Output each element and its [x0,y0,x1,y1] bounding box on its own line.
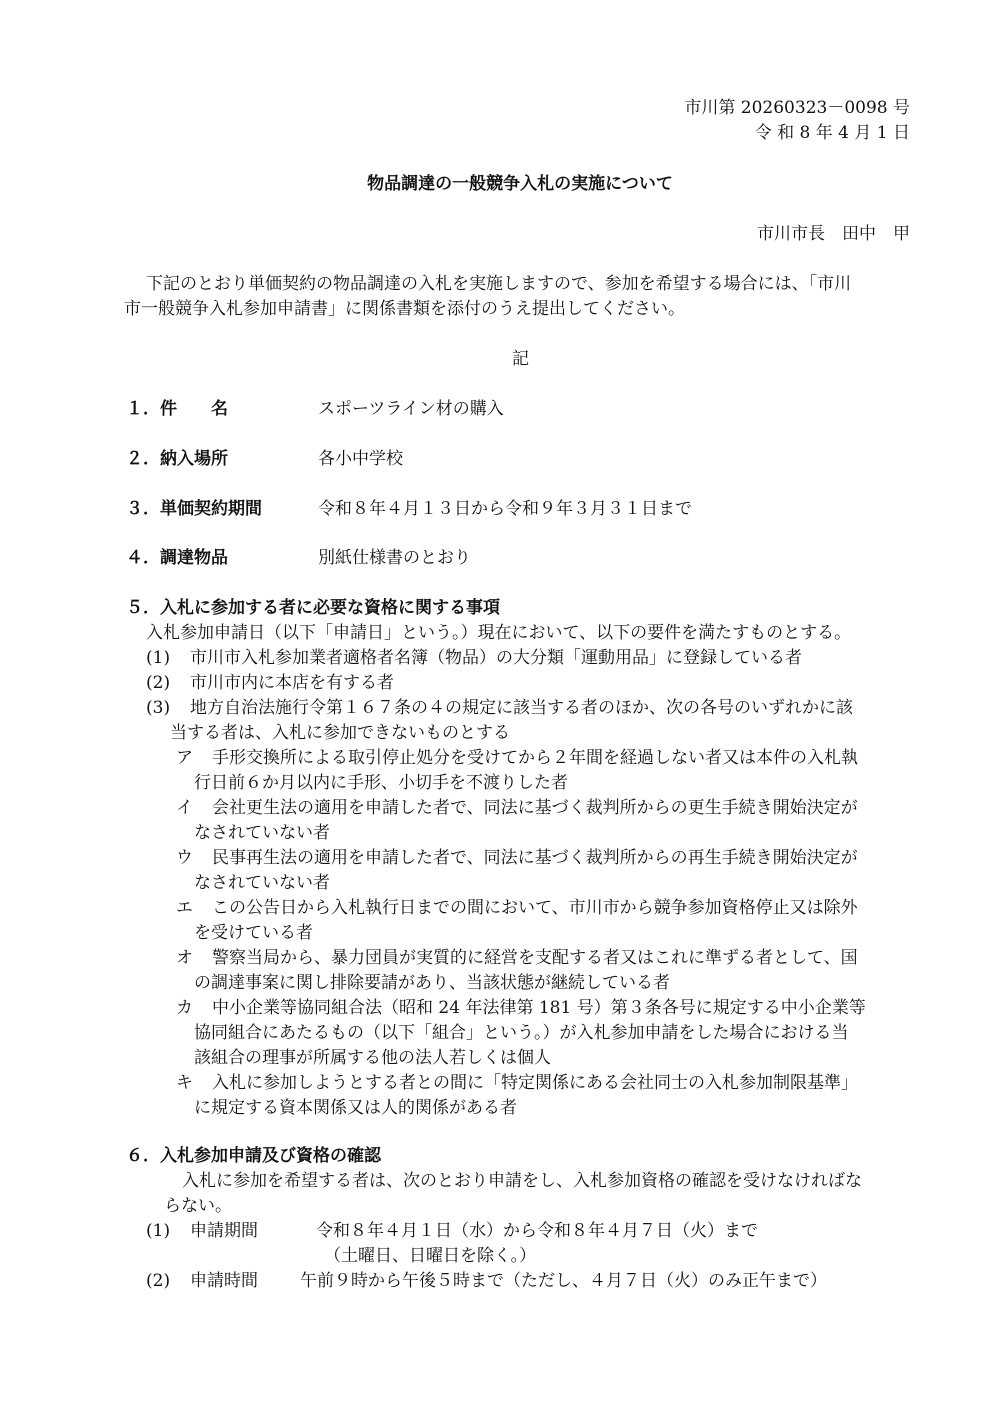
item-value: 各小中学校 [318,449,403,469]
request-2-label: 申請時間 [190,1271,258,1291]
request-1-note: （土曜日、日曜日を除く。） [324,1246,537,1266]
section5-number: ５． [126,598,160,618]
sub-item-line: を受けている者 [194,923,313,943]
section6-intro-line-2: らない。 [164,1196,232,1216]
request-1-label: 申請期間 [190,1221,258,1241]
condition-3-line-2: 当する者は、入札に参加できないものとする [170,723,510,743]
sub-item-line: この公告日から入札執行日までの間において、市川市から競争参加資格停止又は除外 [212,898,858,918]
sub-item-mark: キ [176,1073,193,1093]
sub-item-mark: ウ [176,848,193,868]
item-value: スポーツライン材の購入 [318,399,504,419]
request-2-value: 午前９時から午後５時まで（ただし、４月７日（火）のみ正午まで） [300,1271,827,1291]
sub-item-mark: エ [176,898,193,918]
sub-item-line: 行日前６か月以内に手形、小切手を不渡りした者 [194,773,568,793]
issuer: 市川市長 田中 甲 [757,224,910,244]
request-1-number: (1) [146,1221,171,1241]
sub-item-line: 入札に参加しようとする者との間に「特定関係にある会社同士の入札参加制限基準」 [212,1073,858,1093]
condition-3-number: (3) [146,698,171,718]
sub-item-mark: ア [176,748,193,768]
sub-item-mark: イ [176,798,193,818]
document-title: 物品調達の一般競争入札の実施について [367,174,673,194]
sub-item-line: の調達事案に関し排除要請があり、当該状態が継続している者 [194,973,670,993]
sub-item-line: なされていない者 [194,873,330,893]
item-label: 納入場所 [160,449,228,469]
sub-item-line: に規定する資本関係又は人的関係がある者 [194,1098,517,1118]
condition-1-number: (1) [146,648,171,668]
condition-1-text: 市川市入札参加業者適格者名簿（物品）の大分類「運動用品」に登録している者 [190,648,802,668]
condition-2-text: 市川市内に本店を有する者 [190,673,394,693]
item-label: 単価契約期間 [160,499,262,519]
ki-heading: 記 [512,349,529,369]
sub-item-line: 中小企業等協同組合法（昭和 24 年法律第 181 号）第３条各号に規定する中小企業等 [212,998,866,1018]
item-number: ３． [126,499,160,519]
condition-3-line-1: 地方自治法施行令第１６７条の４の規定に該当する者のほか、次の各号のいずれかに該 [190,698,853,718]
document-number: 市川第 20260323－0098 号 [684,98,910,118]
item-number: １． [126,399,160,419]
sub-item-mark: カ [176,998,193,1018]
request-2-number: (2) [146,1271,171,1291]
item-number: ４． [126,548,160,568]
sub-item-line: 該組合の理事が所属する他の法人若しくは個人 [194,1048,551,1068]
item-label: 調達物品 [160,548,228,568]
sub-item-line: 協同組合にあたるもの（以下「組合」という。）が入札参加申請をした場合における当 [194,1023,849,1043]
section6-number: ６． [126,1146,160,1166]
item-value: 令和８年４月１３日から令和９年３月３１日まで [318,499,692,519]
section6-intro-line-1: 入札に参加を希望する者は、次のとおり申請をし、入札参加資格の確認を受けなければな [182,1171,862,1191]
sub-item-line: 会社更生法の適用を申請した者で、同法に基づく裁判所からの更生手続き開始決定が [212,798,858,818]
item-label: 件 名 [160,399,228,419]
sub-item-line: 民事再生法の適用を申請した者で、同法に基づく裁判所からの再生手続き開始決定が [212,848,858,868]
intro-line-2: 市一般競争入札参加申請書」に関係書類を添付のうえ提出してください。 [124,299,685,319]
document-date: 令 和 8 年 4 月 1 日 [754,123,910,143]
section6-heading: 入札参加申請及び資格の確認 [160,1146,381,1166]
sub-item-line: 手形交換所による取引停止処分を受けてから２年間を経過しない者又は本件の入札執 [212,748,858,768]
sub-item-line: なされていない者 [194,823,330,843]
section5-intro: 入札参加申請日（以下「申請日」という。）現在において、以下の要件を満たすものとする。 [146,623,852,643]
sub-item-line: 警察当局から、暴力団員が実質的に経営を支配する者又はこれに準ずる者として、国 [212,948,858,968]
section5-heading: 入札に参加する者に必要な資格に関する事項 [160,598,500,618]
intro-line-1: 下記のとおり単価契約の物品調達の入札を実施しますので、参加を希望する場合には、「市川 [146,274,852,294]
item-number: ２． [126,449,160,469]
request-1-value: 令和８年４月１日（水）から令和８年４月７日（火）まで [316,1221,758,1241]
item-value: 別紙仕様書のとおり [318,548,471,568]
condition-2-number: (2) [146,673,171,693]
sub-item-mark: オ [176,948,193,968]
